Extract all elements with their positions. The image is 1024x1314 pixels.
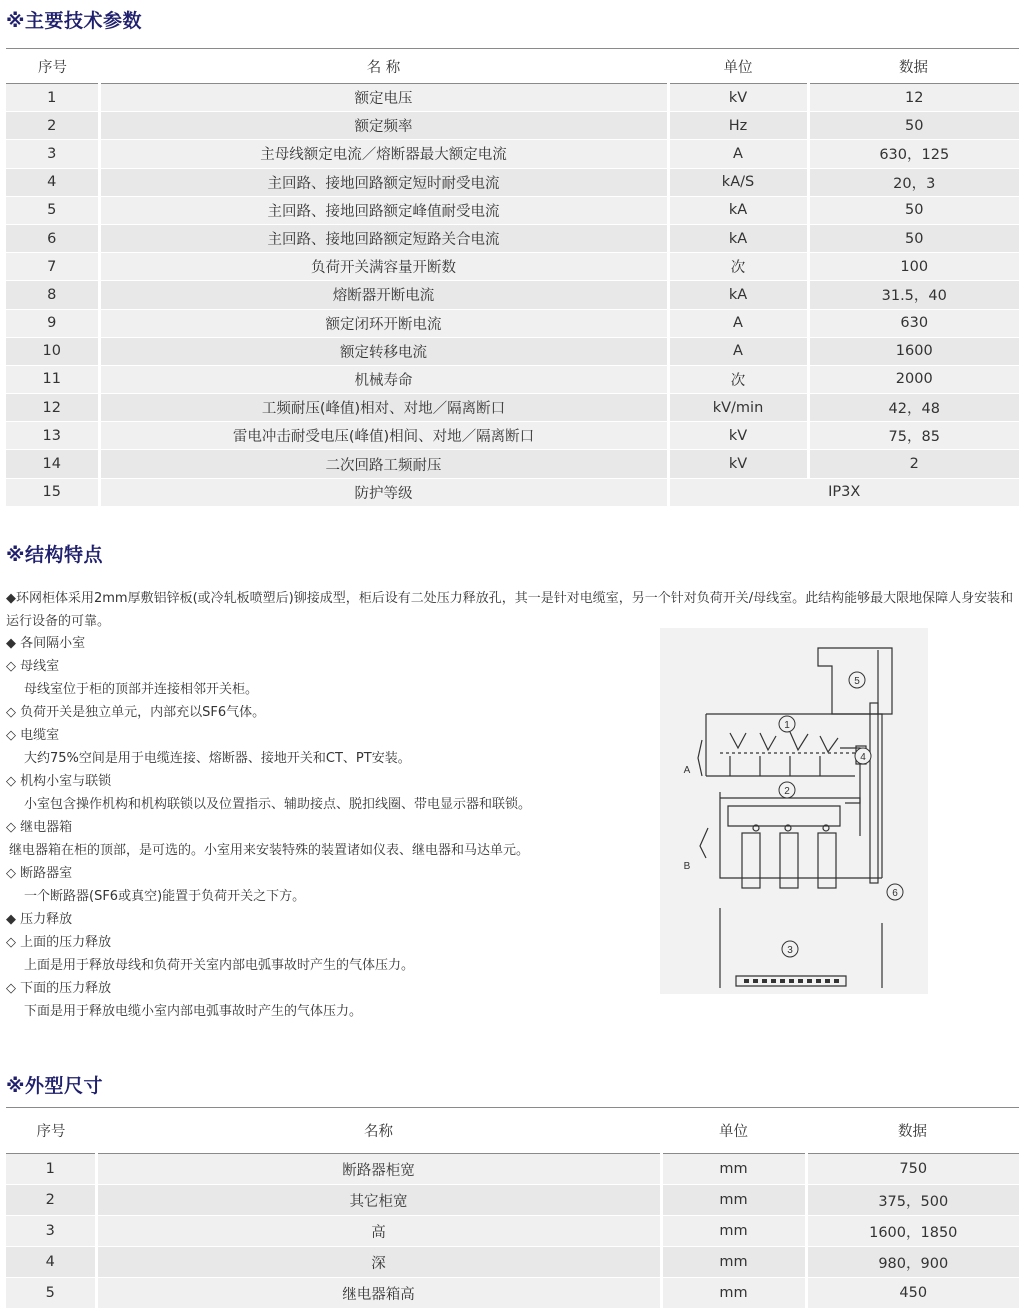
cell-unit: mm	[661, 1216, 806, 1247]
svg-text:4: 4	[860, 752, 866, 763]
marker-3	[782, 941, 798, 957]
cell-index: 12	[6, 394, 99, 422]
cell-unit: mm	[661, 1154, 806, 1185]
feature-line: ◇ 下面的压力释放	[6, 981, 112, 996]
feature-line: 小室包含操作机构和机构联锁以及位置指示、辅助接点、脱扣线圈、带电显示器和联锁。	[24, 797, 532, 812]
cell-value: 375，500	[806, 1185, 1019, 1216]
cell-index: 11	[6, 365, 99, 393]
structure-list	[6, 632, 656, 1023]
cell-index: 15	[6, 478, 99, 506]
cell-index: 4	[6, 168, 99, 196]
marker-4	[855, 748, 871, 764]
structure-section-title: ※结构特点	[6, 544, 103, 566]
cell-value: 2000	[808, 365, 1019, 393]
cell-index: 2	[6, 112, 99, 140]
cell-index: 5	[6, 196, 99, 224]
table-row	[6, 365, 1019, 393]
cell-unit: mm	[661, 1185, 806, 1216]
table-row	[6, 168, 1019, 196]
dimensions-table-header	[6, 1108, 1019, 1154]
feature-line: ◆ 压力释放	[6, 912, 73, 927]
table-row	[6, 1247, 1019, 1278]
cell-index: 8	[6, 281, 99, 309]
cell-value: 630	[808, 309, 1019, 337]
cell-index: 3	[6, 1216, 96, 1247]
feature-line: ◇ 电缆室	[6, 728, 60, 743]
cell-value: 20，3	[808, 168, 1019, 196]
table-row	[6, 478, 1019, 506]
cell-unit: 次	[668, 253, 808, 281]
table-row	[6, 422, 1019, 450]
table-row	[6, 281, 1019, 309]
header-value: 数据	[806, 1108, 1019, 1154]
cell-name: 负荷开关满容量开断数	[99, 253, 668, 281]
marker-2	[779, 782, 795, 798]
feature-line: ◇ 母线室	[6, 659, 60, 674]
cell-index: 3	[6, 140, 99, 168]
spec-table	[6, 48, 1019, 507]
cell-index: 1	[6, 84, 99, 112]
cell-name: 断路器柜宽	[96, 1154, 661, 1185]
cell-unit: kA/S	[668, 168, 808, 196]
cell-value: 42，48	[808, 394, 1019, 422]
table-row	[6, 1278, 1019, 1309]
feature-line: 继电器箱在柜的顶部，是可选的。小室用来安装特殊的装置诸如仪表、继电器和马达单元。	[9, 843, 530, 858]
table-row	[6, 253, 1019, 281]
cell-unit: kA	[668, 224, 808, 252]
cell-name: 主回路、接地回路额定短时耐受电流	[99, 168, 668, 196]
vent-slots	[744, 979, 839, 983]
cell-name: 其它柜宽	[96, 1185, 661, 1216]
spec-table-header	[6, 49, 1019, 84]
dimensions-table-body	[6, 1154, 1019, 1309]
header-name: 名称	[96, 1108, 661, 1154]
cell-value: 12	[808, 84, 1019, 112]
label-b: B	[683, 861, 691, 872]
table-row	[6, 394, 1019, 422]
cell-name: 高	[96, 1216, 661, 1247]
table-row	[6, 196, 1019, 224]
cell-name: 二次回路工频耐压	[99, 450, 668, 478]
cell-value: IP3X	[668, 478, 1019, 506]
header-unit: 单位	[668, 49, 808, 84]
cell-value: 50	[808, 224, 1019, 252]
cell-index: 14	[6, 450, 99, 478]
table-row	[6, 112, 1019, 140]
table-row	[6, 1185, 1019, 1216]
header-index: 序号	[6, 49, 99, 84]
table-row	[6, 450, 1019, 478]
cell-index: 1	[6, 1154, 96, 1185]
cell-name: 工频耐压(峰值)相对、对地／隔离断口	[99, 394, 668, 422]
cell-name: 主回路、接地回路额定短路关合电流	[99, 224, 668, 252]
structure-intro: ◆环网柜体采用2mm厚敷铝锌板(或冷轧板喷塑后)铆接成型，柜后设有二处压力释放孔，其一是针对电缆室，另一个针对负荷开关/母线室。此结构能够最大限地保障人身安装和运行设备的可靠。	[6, 591, 1014, 629]
cell-name: 额定转移电流	[99, 337, 668, 365]
dimensions-table	[6, 1107, 1019, 1309]
cell-unit: kA	[668, 196, 808, 224]
svg-text:2: 2	[784, 786, 790, 797]
cell-index: 2	[6, 1185, 96, 1216]
cell-name: 深	[96, 1247, 661, 1278]
cell-name: 主母线额定电流／熔断器最大额定电流	[99, 140, 668, 168]
cell-unit: A	[668, 337, 808, 365]
table-row	[6, 1216, 1019, 1247]
table-row	[6, 140, 1019, 168]
cell-name: 熔断器开断电流	[99, 281, 668, 309]
feature-line: ◇ 负荷开关是独立单元，内部充以SF6气体。	[6, 705, 266, 720]
cell-unit: kV	[668, 422, 808, 450]
table-row	[6, 224, 1019, 252]
feature-line: ◇ 上面的压力释放	[6, 935, 112, 950]
marker-6	[887, 884, 903, 900]
cell-name: 机械寿命	[99, 365, 668, 393]
cabinet-drawing	[660, 628, 928, 994]
feature-line: ◇ 断路器室	[6, 866, 73, 881]
cell-value: 630，125	[808, 140, 1019, 168]
dimensions-section-title: ※外型尺寸	[6, 1075, 103, 1097]
cell-value: 1600，1850	[806, 1216, 1019, 1247]
svg-text:5: 5	[854, 676, 860, 687]
header-index: 序号	[6, 1108, 96, 1154]
header-name: 名 称	[99, 49, 668, 84]
cell-index: 7	[6, 253, 99, 281]
table-row	[6, 84, 1019, 112]
feature-line: 上面是用于释放母线和负荷开关室内部电弧事故时产生的气体压力。	[24, 958, 415, 973]
cell-name: 继电器箱高	[96, 1278, 661, 1309]
feature-line: ◇ 机构小室与联锁	[6, 774, 112, 789]
feature-line: 一个断路器(SF6或真空)能置于负荷开关之下方。	[24, 889, 306, 904]
cell-unit: kA	[668, 281, 808, 309]
table-row	[6, 337, 1019, 365]
cell-unit: kV	[668, 84, 808, 112]
cell-unit: kV/min	[668, 394, 808, 422]
cell-unit: A	[668, 140, 808, 168]
table-row	[6, 1154, 1019, 1185]
cell-name: 额定闭环开断电流	[99, 309, 668, 337]
label-a: A	[683, 765, 691, 776]
cell-name: 雷电冲击耐受电压(峰值)相间、对地／隔离断口	[99, 422, 668, 450]
header-unit: 单位	[661, 1108, 806, 1154]
feature-line: 下面是用于释放电缆小室内部电弧事故时产生的气体压力。	[24, 1004, 363, 1019]
cell-name: 额定电压	[99, 84, 668, 112]
cell-index: 6	[6, 224, 99, 252]
cell-unit: Hz	[668, 112, 808, 140]
cell-unit: kV	[668, 450, 808, 478]
cell-index: 10	[6, 337, 99, 365]
svg-text:6: 6	[892, 888, 898, 899]
cell-value: 75，85	[808, 422, 1019, 450]
cell-value: 2	[808, 450, 1019, 478]
cell-value: 980，900	[806, 1247, 1019, 1278]
cell-unit: mm	[661, 1278, 806, 1309]
cell-value: 1600	[808, 337, 1019, 365]
cell-value: 450	[806, 1278, 1019, 1309]
specs-section-title: ※主要技术参数	[6, 10, 142, 32]
cell-value: 31.5，40	[808, 281, 1019, 309]
cell-value: 100	[808, 253, 1019, 281]
cabinet-diagram	[660, 628, 928, 994]
spec-table-body	[6, 84, 1019, 507]
svg-text:1: 1	[784, 720, 790, 731]
cell-unit: A	[668, 309, 808, 337]
cell-name: 额定频率	[99, 112, 668, 140]
cell-name: 主回路、接地回路额定峰值耐受电流	[99, 196, 668, 224]
cell-value: 50	[808, 112, 1019, 140]
feature-line: ◆ 各间隔小室	[6, 636, 86, 651]
cell-index: 13	[6, 422, 99, 450]
cell-index: 5	[6, 1278, 96, 1309]
cell-index: 4	[6, 1247, 96, 1278]
feature-line: ◇ 继电器箱	[6, 820, 73, 835]
cell-unit: mm	[661, 1247, 806, 1278]
feature-line: 大约75%空间是用于电缆连接、熔断器、接地开关和CT、PT安装。	[24, 751, 411, 766]
cell-unit: 次	[668, 365, 808, 393]
cell-name: 防护等级	[99, 478, 668, 506]
marker-1	[779, 716, 795, 732]
structure-text	[6, 587, 1022, 633]
marker-5	[849, 672, 865, 688]
table-row	[6, 309, 1019, 337]
cell-value: 750	[806, 1154, 1019, 1185]
cell-index: 9	[6, 309, 99, 337]
feature-line: 母线室位于柜的顶部并连接相邻开关柜。	[24, 682, 259, 697]
header-value: 数据	[808, 49, 1019, 84]
svg-text:3: 3	[787, 945, 793, 956]
cell-value: 50	[808, 196, 1019, 224]
